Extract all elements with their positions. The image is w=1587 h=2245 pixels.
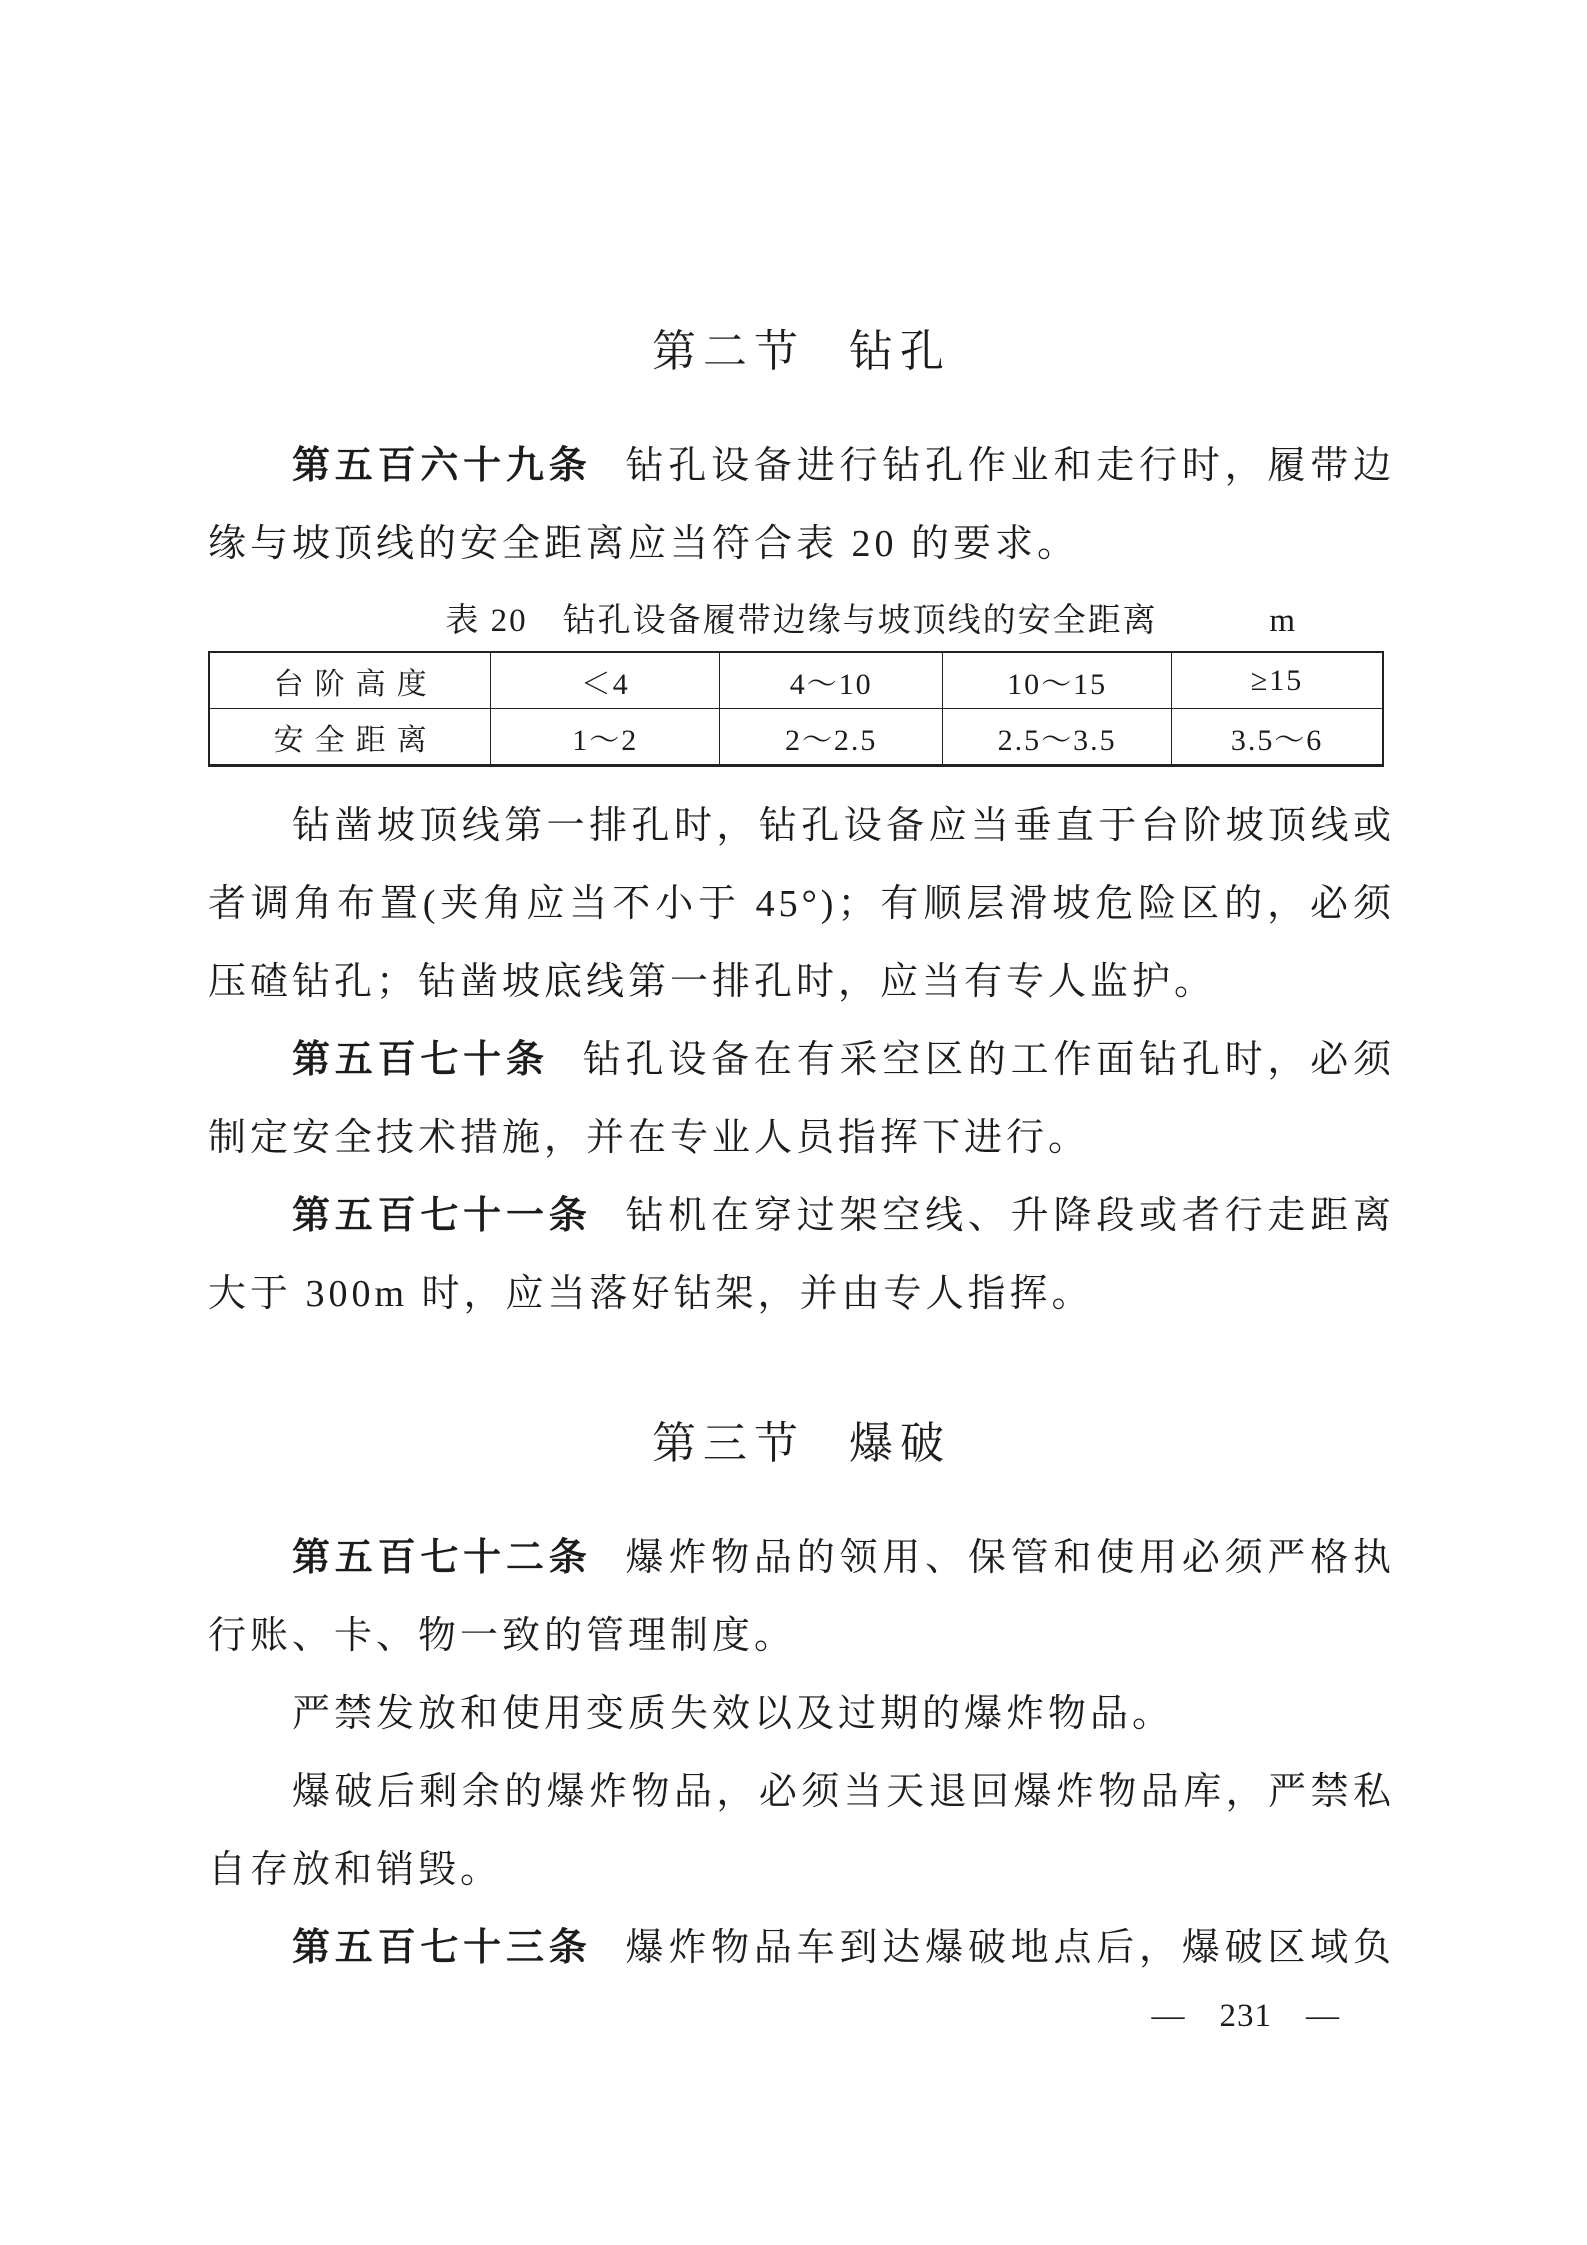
return-leftover-text: 爆破后剩余的爆炸物品，必须当天退回爆炸物品库，严禁私自存放和销毁。 <box>208 1771 1395 1891</box>
return-leftover-paragraph <box>208 1753 1395 1909</box>
drill-toprow-paragraph <box>208 787 1395 1021</box>
no-expired-paragraph <box>208 1675 1395 1753</box>
table-cell: 10～15 <box>943 652 1172 709</box>
table-cell: 台阶高度 <box>209 652 491 709</box>
section-2-title: 钻孔 <box>849 327 951 376</box>
table-20-caption <box>208 597 1395 645</box>
table-cell: 安全距离 <box>209 709 491 766</box>
article-571-text: 钻机在穿过架空线、升降段或者行走距离大于 300m 时，应当落好钻架，并由专人指挥。 <box>208 1195 1395 1315</box>
article-572-text: 爆炸物品的领用、保管和使用必须严格执行账、卡、物一致的管理制度。 <box>208 1537 1395 1657</box>
table-20-caption-text: 表 20 钻孔设备履带边缘与坡顶线的安全距离 <box>445 603 1158 639</box>
page-footer <box>1152 1996 1341 2036</box>
no-expired-text: 严禁发放和使用变质失效以及过期的爆炸物品。 <box>292 1693 1175 1735</box>
article-572-lead: 第五百七十二条 <box>292 1537 592 1579</box>
article-571-paragraph <box>208 1177 1395 1333</box>
article-569-text: 钻孔设备进行钻孔作业和走行时，履带边缘与坡顶线的安全距离应当符合表 20 的要求。 <box>208 445 1395 565</box>
section-2-number: 第二节 <box>652 327 805 376</box>
article-570-paragraph <box>208 1021 1395 1177</box>
article-572-paragraph <box>208 1519 1395 1675</box>
section-3-heading <box>208 1417 1395 1471</box>
table-cell: ＜4 <box>491 652 720 709</box>
table-row-bench-height <box>209 652 1383 709</box>
article-569-paragraph <box>208 427 1395 583</box>
footer-dash-left: — <box>1151 1998 1186 2034</box>
table-cell: 2.5～3.5 <box>943 709 1172 766</box>
table-cell: 2～2.5 <box>720 709 943 766</box>
table-cell: ≥15 <box>1172 652 1383 709</box>
article-570-text: 钻孔设备在有采空区的工作面钻孔时，必须制定安全技术措施，并在专业人员指挥下进行。 <box>208 1039 1395 1159</box>
article-573-lead: 第五百七十三条 <box>292 1927 592 1969</box>
section-3-number: 第三节 <box>652 1419 805 1468</box>
table-20 <box>208 651 1384 767</box>
article-569-lead: 第五百六十九条 <box>292 445 592 487</box>
drill-toprow-text: 钻凿坡顶线第一排孔时，钻孔设备应当垂直于台阶坡顶线或者调角布置(夹角应当不小于 45°)；有顺层滑坡危险区的，必须压碴钻孔；钻凿坡底线第一排孔时，应当有专人监护。 <box>208 805 1395 1003</box>
table-cell: 4～10 <box>720 652 943 709</box>
section-3-title: 爆破 <box>849 1419 951 1468</box>
article-573-text: 爆炸物品车到达爆破地点后，爆破区域负 <box>625 1927 1395 1969</box>
article-571-lead: 第五百七十一条 <box>292 1195 592 1237</box>
footer-dash-right: — <box>1306 1998 1340 2034</box>
article-573-paragraph <box>208 1909 1395 1987</box>
table-20-unit-label: m <box>1269 603 1295 639</box>
section-2-heading <box>208 325 1395 379</box>
table-row-safe-distance <box>209 709 1383 766</box>
article-570-lead: 第五百七十条 <box>292 1039 549 1081</box>
page-number: 231 <box>1219 1998 1272 2034</box>
table-cell: 1～2 <box>491 709 720 766</box>
table-cell: 3.5～6 <box>1172 709 1383 766</box>
